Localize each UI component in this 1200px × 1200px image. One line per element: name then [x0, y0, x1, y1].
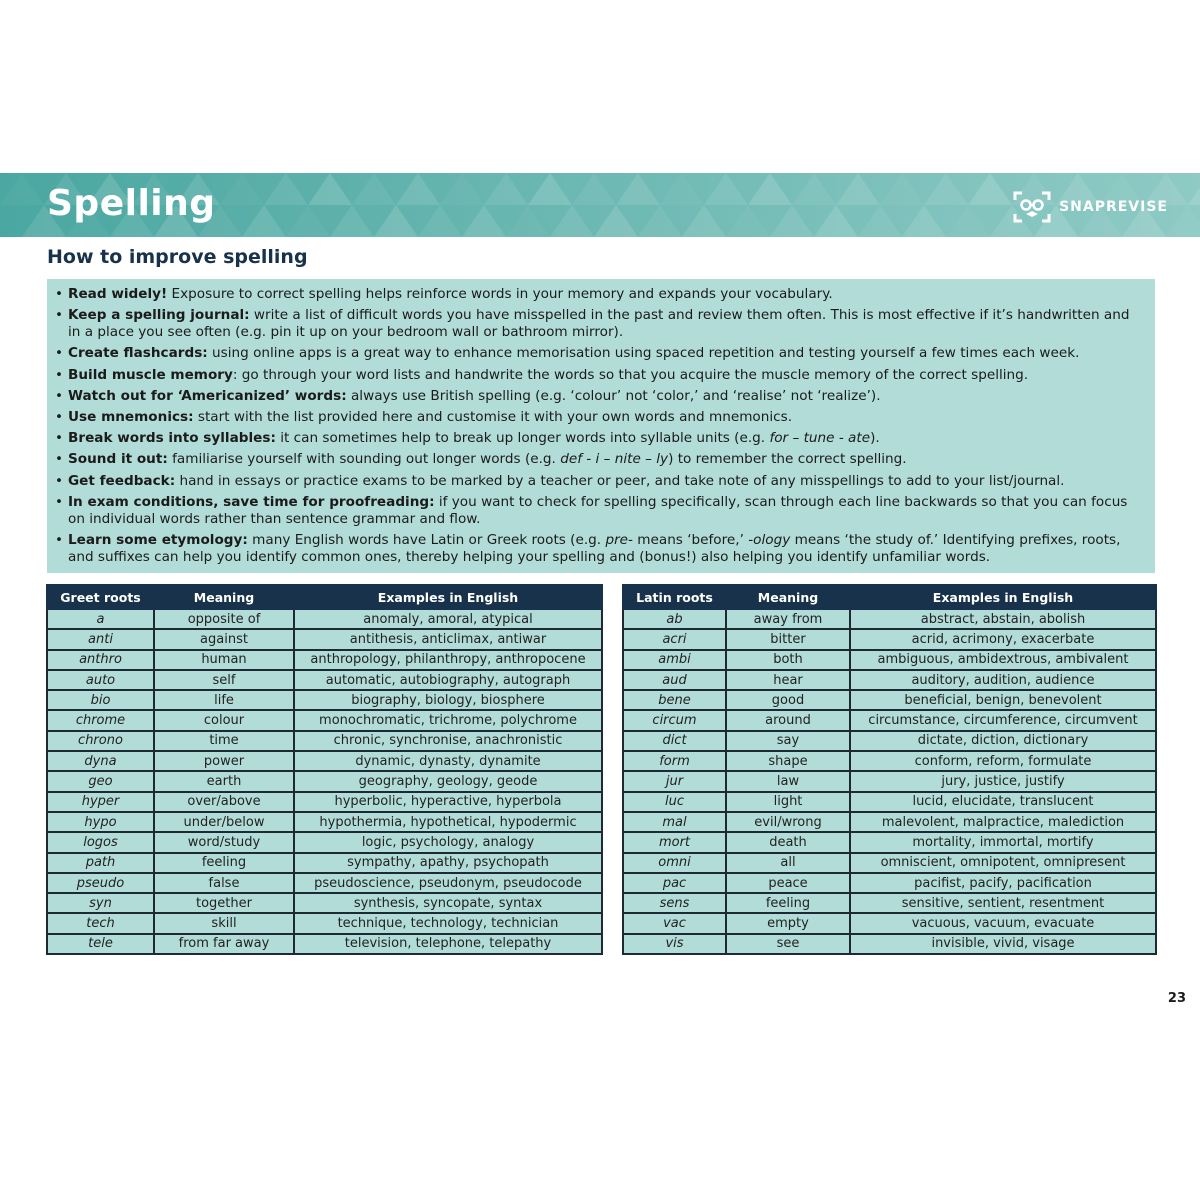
tip-item	[55, 286, 1145, 303]
tip-text: start with the list provided here and customise it with your own words and mnemonics.	[193, 408, 793, 425]
greek-table-row	[47, 792, 602, 812]
pattern-triangle	[704, 173, 748, 205]
tip-item	[55, 367, 1145, 384]
greek-meaning-cell: self	[154, 670, 294, 690]
pattern-triangle	[1166, 205, 1200, 237]
latin-root-cell: vac	[623, 913, 726, 933]
latin-examples-cell: dictate, diction, dictionary	[850, 731, 1156, 751]
greek-header-root: Greet roots	[47, 585, 154, 609]
latin-examples-cell: jury, justice, justify	[850, 771, 1156, 791]
latin-root-cell: omni	[623, 853, 726, 873]
greek-meaning-cell: time	[154, 731, 294, 751]
pattern-triangle	[748, 173, 792, 205]
greek-table-row	[47, 873, 602, 893]
greek-root-cell: tech	[47, 913, 154, 933]
greek-table-row	[47, 832, 602, 852]
header-banner	[0, 173, 1200, 237]
latin-table-row	[623, 792, 1156, 812]
latin-examples-cell: malevolent, malpractice, malediction	[850, 812, 1156, 832]
greek-table-row	[47, 629, 602, 649]
latin-root-cell: ab	[623, 609, 726, 629]
greek-examples-cell: automatic, autobiography, autograph	[294, 670, 602, 690]
tip-lead: In exam conditions, save time for proofreading:	[68, 493, 435, 510]
latin-table-row	[623, 609, 1156, 629]
latin-examples-cell: circumstance, circumference, circumvent	[850, 710, 1156, 730]
latin-examples-cell: vacuous, vacuum, evacuate	[850, 913, 1156, 933]
greek-examples-cell: chronic, synchronise, anachronistic	[294, 731, 602, 751]
greek-root-cell: auto	[47, 670, 154, 690]
pattern-triangle	[902, 205, 946, 237]
greek-examples-cell: technique, technology, technician	[294, 913, 602, 933]
greek-examples-cell: anomaly, amoral, atypical	[294, 609, 602, 629]
pattern-triangle	[0, 205, 22, 237]
greek-table-row	[47, 913, 602, 933]
pattern-triangle	[330, 205, 374, 237]
pattern-triangle	[682, 205, 726, 237]
pattern-triangle	[660, 173, 704, 205]
tip-item	[55, 451, 1145, 468]
latin-meaning-cell: all	[726, 853, 850, 873]
pattern-triangle	[572, 173, 616, 205]
latin-root-cell: luc	[623, 792, 726, 812]
tip-lead: Create flashcards:	[68, 345, 208, 362]
latin-table-row	[623, 670, 1156, 690]
tip-text: def - i – nite – ly	[560, 451, 669, 468]
latin-examples-cell: mortality, immortal, mortify	[850, 832, 1156, 852]
greek-table-row	[47, 853, 602, 873]
tip-text: using online apps is a great way to enhance memorisation using spaced repetition and testing yourself a few times each week.	[207, 345, 1080, 362]
pattern-triangle	[594, 205, 638, 237]
pattern-triangle	[352, 173, 396, 205]
latin-table-row	[623, 690, 1156, 710]
greek-examples-cell: hypothermia, hypothetical, hypodermic	[294, 812, 602, 832]
pattern-triangle	[0, 173, 44, 205]
greek-meaning-cell: together	[154, 893, 294, 913]
pattern-triangle	[264, 173, 308, 205]
greek-root-cell: anthro	[47, 650, 154, 670]
tip-text: it can sometimes help to break up longer words into syllable units (e.g.	[275, 430, 770, 447]
greek-header-meaning: Meaning	[154, 585, 294, 609]
tip-item	[55, 473, 1145, 490]
tip-item	[55, 430, 1145, 447]
tip-text: Exposure to correct spelling helps reinforce words in your memory and expands your vocabulary.	[167, 286, 833, 302]
pattern-triangle	[550, 205, 594, 237]
latin-meaning-cell: see	[726, 934, 850, 954]
tip-text: means ‘before,’	[632, 531, 749, 548]
latin-meaning-cell: good	[726, 690, 850, 710]
latin-examples-cell: beneficial, benign, benevolent	[850, 690, 1156, 710]
latin-root-cell: vis	[623, 934, 726, 954]
tip-lead: Use mnemonics:	[68, 408, 194, 425]
latin-root-cell: dict	[623, 731, 726, 751]
greek-meaning-cell: against	[154, 629, 294, 649]
pattern-triangle	[396, 173, 440, 205]
latin-meaning-cell: hear	[726, 670, 850, 690]
pattern-triangle	[418, 205, 462, 237]
greek-examples-cell: monochromatic, trichrome, polychrome	[294, 710, 602, 730]
greek-examples-cell: anthropology, philanthropy, anthropocene	[294, 650, 602, 670]
greek-root-cell: anti	[47, 629, 154, 649]
greek-table-row	[47, 751, 602, 771]
greek-root-cell: chrome	[47, 710, 154, 730]
greek-root-cell: syn	[47, 893, 154, 913]
latin-table-row	[623, 873, 1156, 893]
pattern-triangle	[1188, 173, 1200, 205]
latin-table-row	[623, 832, 1156, 852]
latin-meaning-cell: law	[726, 771, 850, 791]
pattern-triangle	[374, 205, 418, 237]
greek-examples-cell: pseudoscience, pseudonym, pseudocode	[294, 873, 602, 893]
latin-root-cell: ambi	[623, 650, 726, 670]
greek-meaning-cell: human	[154, 650, 294, 670]
tip-text: means ‘the study of.’ Identifying prefixes, roots, and suffixes can help you identify common ones, thereby helping your spelling and (bonus!) also helping you identify unfamiliar words.	[68, 531, 1121, 565]
latin-meaning-cell: feeling	[726, 893, 850, 913]
greek-table-row	[47, 690, 602, 710]
greek-examples-cell: television, telephone, telepathy	[294, 934, 602, 954]
brand-logo	[1013, 191, 1168, 223]
pattern-triangle	[770, 205, 814, 237]
latin-examples-cell: lucid, elucidate, translucent	[850, 792, 1156, 812]
page-title: Spelling	[47, 183, 216, 224]
latin-meaning-cell: light	[726, 792, 850, 812]
pattern-triangle	[462, 205, 506, 237]
pattern-triangle	[506, 205, 550, 237]
tip-text: if you want to check for spelling specifically, scan through each line backwards so that you can focus on individual words rather than sentence grammar and flow.	[68, 493, 1128, 527]
greek-root-cell: logos	[47, 832, 154, 852]
latin-meaning-cell: both	[726, 650, 850, 670]
latin-meaning-cell: bitter	[726, 629, 850, 649]
latin-root-cell: acri	[623, 629, 726, 649]
greek-roots-table	[46, 584, 603, 955]
greek-meaning-cell: skill	[154, 913, 294, 933]
tip-lead: Build muscle memory	[68, 366, 233, 383]
latin-meaning-cell: empty	[726, 913, 850, 933]
greek-root-cell: chrono	[47, 731, 154, 751]
pattern-triangle	[528, 173, 572, 205]
pattern-triangle	[286, 205, 330, 237]
latin-table-row	[623, 731, 1156, 751]
greek-header-examples: Examples in English	[294, 585, 602, 609]
greek-table-row	[47, 771, 602, 791]
greek-root-cell: geo	[47, 771, 154, 791]
greek-root-cell: tele	[47, 934, 154, 954]
greek-root-cell: a	[47, 609, 154, 629]
latin-examples-cell: abstract, abstain, abolish	[850, 609, 1156, 629]
latin-examples-cell: invisible, vivid, visage	[850, 934, 1156, 954]
greek-table-row	[47, 893, 602, 913]
greek-meaning-cell: power	[154, 751, 294, 771]
latin-roots-table	[622, 584, 1157, 955]
latin-meaning-cell: say	[726, 731, 850, 751]
latin-root-cell: form	[623, 751, 726, 771]
latin-header-examples: Examples in English	[850, 585, 1156, 609]
tip-lead: Get feedback:	[68, 472, 176, 489]
pattern-triangle	[440, 173, 484, 205]
pattern-triangle	[836, 173, 880, 205]
greek-meaning-cell: colour	[154, 710, 294, 730]
greek-root-cell: hyper	[47, 792, 154, 812]
greek-root-cell: hypo	[47, 812, 154, 832]
greek-root-cell: pseudo	[47, 873, 154, 893]
latin-root-cell: mort	[623, 832, 726, 852]
latin-examples-cell: omniscient, omnipotent, omnipresent	[850, 853, 1156, 873]
pattern-triangle	[220, 173, 264, 205]
pattern-triangle	[242, 205, 286, 237]
latin-table-row	[623, 710, 1156, 730]
tip-text: ).	[870, 430, 880, 447]
pattern-triangle	[792, 173, 836, 205]
latin-table-row	[623, 893, 1156, 913]
latin-root-cell: bene	[623, 690, 726, 710]
latin-meaning-cell: death	[726, 832, 850, 852]
tip-text: familiarise yourself with sounding out longer words (e.g.	[167, 451, 561, 468]
page-number: 23	[1167, 991, 1186, 1006]
tip-text: hand in essays or practice exams to be marked by a teacher or peer, and take note of any misspellings to add to your list/journal.	[175, 472, 1065, 489]
latin-examples-cell: pacifist, pacify, pacification	[850, 873, 1156, 893]
pattern-triangle	[726, 205, 770, 237]
tip-text: : go through your word lists and handwrite the words so that you acquire the muscle memory of the correct spelling.	[232, 366, 1029, 383]
greek-meaning-cell: false	[154, 873, 294, 893]
pattern-triangle	[946, 205, 990, 237]
tip-lead: Sound it out:	[68, 451, 168, 468]
pattern-triangle	[616, 173, 660, 205]
greek-examples-cell: sympathy, apathy, psychopath	[294, 853, 602, 873]
latin-examples-cell: ambiguous, ambidextrous, ambivalent	[850, 650, 1156, 670]
tip-item	[55, 388, 1145, 405]
tip-text: pre-	[605, 531, 633, 548]
greek-table-row	[47, 934, 602, 954]
tip-text: write a list of difficult words you have misspelled in the past and review them often. This is most effective if it’s handwritten and in a place you see often (e.g. pin it up on your bedroom wall or bathroom mirror).	[68, 307, 1130, 341]
latin-root-cell: pac	[623, 873, 726, 893]
pattern-triangle	[968, 173, 1012, 205]
tip-item	[55, 409, 1145, 426]
greek-meaning-cell: life	[154, 690, 294, 710]
greek-table-row	[47, 609, 602, 629]
greek-meaning-cell: under/below	[154, 812, 294, 832]
latin-meaning-cell: shape	[726, 751, 850, 771]
greek-examples-cell: logic, psychology, analogy	[294, 832, 602, 852]
greek-examples-cell: hyperbolic, hyperactive, hyperbola	[294, 792, 602, 812]
greek-root-cell: bio	[47, 690, 154, 710]
greek-table-row	[47, 670, 602, 690]
greek-table-row	[47, 710, 602, 730]
pattern-triangle	[924, 173, 968, 205]
snaprevise-logo-icon	[1013, 191, 1051, 223]
latin-table-row	[623, 771, 1156, 791]
latin-examples-cell: acrid, acrimony, exacerbate	[850, 629, 1156, 649]
latin-table-row	[623, 934, 1156, 954]
latin-examples-cell: auditory, audition, audience	[850, 670, 1156, 690]
greek-table-row	[47, 812, 602, 832]
pattern-triangle	[638, 205, 682, 237]
latin-header-meaning: Meaning	[726, 585, 850, 609]
latin-root-cell: sens	[623, 893, 726, 913]
greek-meaning-cell: feeling	[154, 853, 294, 873]
greek-table-row	[47, 650, 602, 670]
tip-item	[55, 345, 1145, 362]
tip-item	[55, 494, 1145, 528]
pattern-triangle	[484, 173, 528, 205]
tip-text: ) to remember the correct spelling.	[668, 451, 907, 468]
latin-meaning-cell: peace	[726, 873, 850, 893]
tip-lead: Keep a spelling journal:	[68, 307, 250, 324]
tips-list	[55, 286, 1145, 566]
greek-examples-cell: dynamic, dynasty, dynamite	[294, 751, 602, 771]
tips-box	[47, 279, 1155, 573]
latin-root-cell: mal	[623, 812, 726, 832]
latin-header-root: Latin roots	[623, 585, 726, 609]
latin-table-row	[623, 650, 1156, 670]
greek-examples-cell: antithesis, anticlimax, antiwar	[294, 629, 602, 649]
greek-root-cell: path	[47, 853, 154, 873]
tip-lead: Learn some etymology:	[68, 531, 248, 548]
greek-examples-cell: biography, biology, biosphere	[294, 690, 602, 710]
latin-meaning-cell: evil/wrong	[726, 812, 850, 832]
section-title: How to improve spelling	[47, 246, 308, 268]
latin-meaning-cell: around	[726, 710, 850, 730]
greek-meaning-cell: opposite of	[154, 609, 294, 629]
latin-root-cell: jur	[623, 771, 726, 791]
greek-table-row	[47, 731, 602, 751]
tip-item	[55, 532, 1145, 566]
pattern-triangle	[858, 205, 902, 237]
latin-table-row	[623, 812, 1156, 832]
tip-text: for – tune - ate	[769, 430, 871, 447]
greek-meaning-cell: word/study	[154, 832, 294, 852]
greek-examples-cell: geography, geology, geode	[294, 771, 602, 791]
greek-root-cell: dyna	[47, 751, 154, 771]
tip-lead: Read widely!	[68, 286, 168, 302]
latin-table-row	[623, 629, 1156, 649]
pattern-triangle	[880, 173, 924, 205]
greek-examples-cell: synthesis, syncopate, syntax	[294, 893, 602, 913]
tip-item	[55, 307, 1145, 341]
tip-lead: Break words into syllables:	[68, 430, 276, 447]
tip-text: many English words have Latin or Greek roots (e.g.	[247, 531, 606, 548]
greek-meaning-cell: earth	[154, 771, 294, 791]
tip-text: always use British spelling (e.g. ‘colour’ not ‘color,’ and ‘realise’ not ‘realize’).	[346, 387, 881, 404]
latin-table-row	[623, 751, 1156, 771]
brand-name: SNAPREVISE	[1059, 199, 1168, 215]
greek-meaning-cell: over/above	[154, 792, 294, 812]
pattern-triangle	[308, 173, 352, 205]
latin-root-cell: aud	[623, 670, 726, 690]
latin-meaning-cell: away from	[726, 609, 850, 629]
latin-examples-cell: conform, reform, formulate	[850, 751, 1156, 771]
latin-table-row	[623, 913, 1156, 933]
latin-root-cell: circum	[623, 710, 726, 730]
latin-table-row	[623, 853, 1156, 873]
latin-examples-cell: sensitive, sentient, resentment	[850, 893, 1156, 913]
tip-lead: Watch out for ‘Americanized’ words:	[68, 387, 347, 404]
greek-meaning-cell: from far away	[154, 934, 294, 954]
tip-text: -ology	[748, 531, 791, 548]
pattern-triangle	[814, 205, 858, 237]
